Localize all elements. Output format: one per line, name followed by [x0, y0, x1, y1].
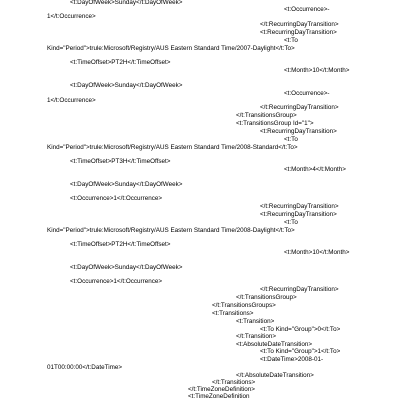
text-line: <t:TimeZoneDefinition — [188, 393, 250, 400]
text-line: Kind="Period">trule:Microsoft/Registry/AUS Eastern Standard Time/2007-Daylight</t:To> — [47, 45, 295, 52]
text-line: <t:DateTime>2008-01- — [260, 356, 324, 363]
text-line: </t:RecurringDayTransition> — [260, 104, 339, 111]
text-line: </t:Transition> — [236, 333, 277, 340]
text-line: <t:RecurringDayTransition> — [260, 128, 337, 135]
text-line: <t:To — [284, 219, 298, 226]
text-line: <t:RecurringDayTransition> — [260, 29, 337, 36]
text-line: Kind="Period">trule:Microsoft/Registry/AUS Eastern Standard Time/2008-Daylight</t:To> — [47, 227, 295, 234]
text-line: <t:To Kind="Group">1</t:To> — [260, 348, 341, 355]
text-line: <t:Month>10</t:Month> — [284, 249, 350, 256]
text-line: </t:RecurringDayTransition> — [260, 203, 339, 210]
text-line: <t:Month>10</t:Month> — [284, 67, 350, 74]
text-line: <t:Occurrence>- — [284, 6, 330, 13]
text-line: Kind="Period">trule:Microsoft/Registry/AUS Eastern Standard Time/2008-Standard</t:To> — [47, 144, 298, 151]
text-line: <t:Month>4</t:Month> — [284, 166, 346, 173]
text-line: <t:Transitions> — [212, 310, 254, 317]
text-line: </t:RecurringDayTransition> — [260, 21, 339, 28]
text-line: <t:TransitionsGroup Id="1"> — [236, 120, 314, 127]
text-line: 1</t:Occurrence> — [47, 97, 96, 104]
text-line: <t:To — [284, 136, 298, 143]
text-line: <t:RecurringDayTransition> — [260, 211, 337, 218]
text-line: <t:To Kind="Group">0</t:To> — [260, 326, 341, 333]
text-line: <t:Occurrence>1</t:Occurrence> — [70, 278, 163, 285]
text-line: <t:DayOfWeek>Sunday</t:DayOfWeek> — [70, 181, 183, 188]
text-line: <t:DayOfWeek>Sunday</t:DayOfWeek> — [70, 0, 183, 6]
text-line: </t:RecurringDayTransition> — [260, 286, 339, 293]
text-line: <t:TimeOffset>PT2H</t:TimeOffset> — [70, 241, 171, 248]
text-line: </t:TransitionsGroup> — [236, 294, 297, 301]
text-line: </t:AbsoluteDateTransition> — [236, 372, 314, 379]
text-line: <t:Occurrence>- — [284, 90, 330, 97]
text-line: <t:Occurrence>1</t:Occurrence> — [70, 195, 163, 202]
text-line: </t:TransitionsGroup> — [236, 112, 297, 119]
text-line: <t:AbsoluteDateTransition> — [236, 341, 313, 348]
text-line: </t:TimeZoneDefinition> — [188, 386, 255, 393]
text-line: <t:To — [284, 37, 298, 44]
text-line: <t:DayOfWeek>Sunday</t:DayOfWeek> — [70, 264, 183, 271]
text-line: 1</t:Occurrence> — [47, 13, 96, 20]
text-line: </t:TransitionsGroups> — [212, 302, 276, 309]
text-line: </t:Transitions> — [212, 379, 256, 386]
text-line: <t:TimeOffset>PT2H</t:TimeOffset> — [70, 59, 171, 66]
text-line: 01T00:00:00</t:DateTime> — [47, 364, 123, 371]
text-line: <t:DayOfWeek>Sunday</t:DayOfWeek> — [70, 82, 183, 89]
text-line: <t:Transition> — [236, 318, 275, 325]
text-line: <t:TimeOffset>PT3H</t:TimeOffset> — [70, 158, 171, 165]
